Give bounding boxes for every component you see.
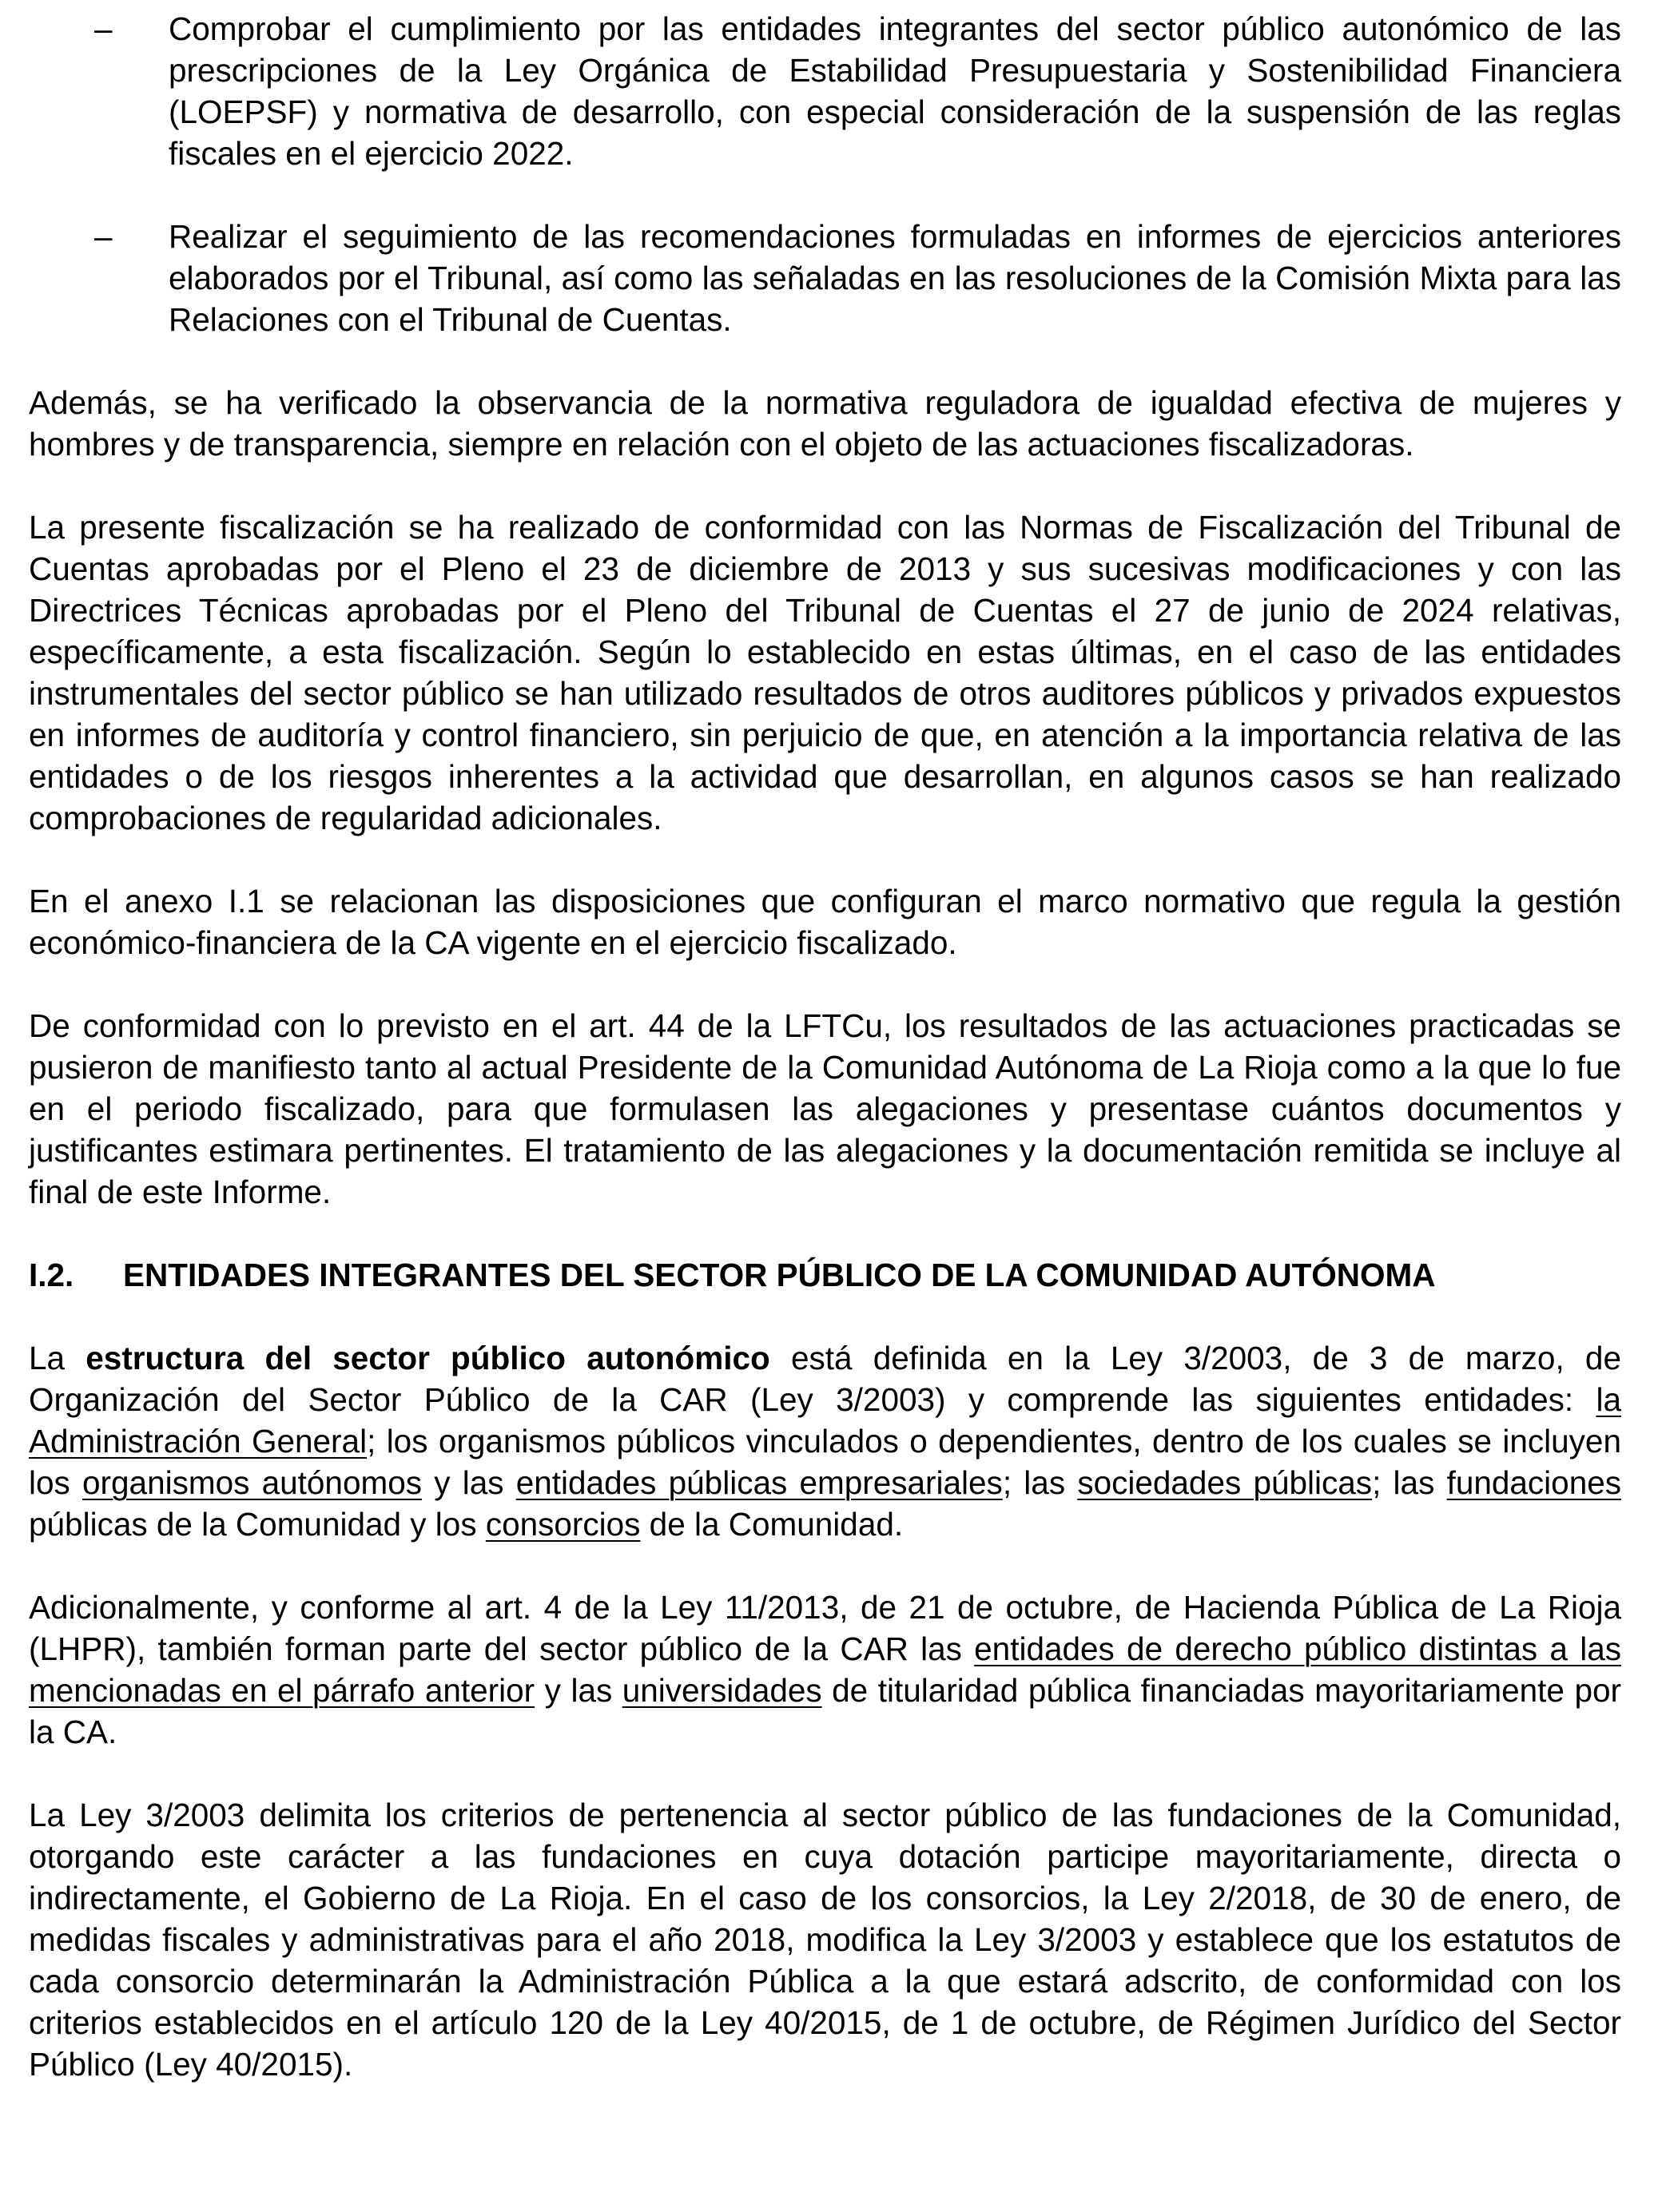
paragraph-foundations: La Ley 3/2003 delimita los criterios de pertenencia al sector público de las fundaciones de la Comunidad, otorgando este carácter a las fundaciones en cuya dotación participe mayoritariamente, directa o indirectamente, el Gobierno de La Rioja. En el caso de los consorcios, la Ley 2/2018, de 30 de enero, de medidas fiscales y administrativas para el año 2018, modifica la Ley 3/2003 y establece que los estatutos de cada consorcio determinarán la Administración Pública a la que estará adscrito, de conformidad con los criterios establecidos en el artículo 120 de la Ley 40/2015, de 1 de octubre, de Régimen Jurídico del Sector Público (Ley 40/2015). (29, 1797, 1621, 2083)
section-number: I.2. (29, 1257, 74, 1293)
list-item-compliance (94, 8, 1621, 174)
underlined-term: entidades de derecho público distintas a las mencionadas en el párrafo anterior (29, 1630, 1621, 1709)
paragraph-structure (29, 1337, 1621, 1545)
text-run: de la Comunidad. (640, 1506, 904, 1543)
paragraph-additional-entities (29, 1587, 1621, 1753)
text-run: ; las (1002, 1464, 1078, 1501)
section-title: ENTIDADES INTEGRANTES DEL SECTOR PÚBLICO DE LA COMUNIDAD AUTÓNOMA (123, 1257, 1436, 1293)
paragraph-annex: En el anexo I.1 se relacionan las disposiciones que configuran el marco normativo que regula la gestión económico-financiera de la CA vigente en el ejercicio fiscalizado. (29, 883, 1621, 961)
list-item-text: Comprobar el cumplimiento por las entidades integrantes del sector público autonómico de las prescripciones de la Ley Orgánica de Estabilidad Presupuestaria y Sostenibilidad Financiera (LOEPSF) y normativa de desarrollo, con especial consideración de la suspensión de las reglas fiscales en el ejercicio 2022. (169, 10, 1621, 172)
paragraph-allegations: De conformidad con lo previsto en el art. 44 de la LFTCu, los resultados de las actuaciones practicadas se pusieron de manifiesto tanto al actual Presidente de la Comunidad Autónoma de La Rioja como a la que lo fue en el periodo fiscalizado, para que formulasen las alegaciones y presentase cuántos documentos y justificantes estimara pertinentes. El tratamiento de las alegaciones y la documentación remitida se incluye al final de este Informe. (29, 1007, 1621, 1210)
text-run: La (29, 1340, 86, 1376)
text-run: ; las (1372, 1464, 1447, 1501)
text-run: ; los organismos públicos vinculados o dependientes, dentro de los cuales se incluyen los (29, 1423, 1621, 1501)
dash-marker: – (94, 218, 113, 255)
list-item-recommendations (94, 216, 1621, 340)
paragraph-standards: La presente fiscalización se ha realizado de conformidad con las Normas de Fiscalización del Tribunal de Cuentas aprobadas por el Pleno el 23 de diciembre de 2013 y sus sucesivas modificaciones y con las Directrices Técnicas aprobadas por el Pleno del Tribunal de Cuentas el 27 de junio de 2024 relativas, específicamente, a esta fiscalización. Según lo establecido en estas últimas, en el caso de las entidades instrumentales del sector público se han utilizado resultados de otros auditores públicos y privados expuestos en informes de auditoría y control financiero, sin perjuicio de que, en atención a la importancia relativa de las entidades o de los riesgos inherentes a la actividad que desarrollan, en algunos casos se han realizado comprobaciones de regularidad adicionales. (29, 509, 1621, 836)
underlined-term: consorcios (485, 1506, 641, 1543)
dash-marker: – (94, 10, 113, 47)
text-run: Adicionalmente, y conforme al art. 4 de la Ley 11/2013, de 21 de octubre, de Hacienda Pública de La Rioja (LHPR), también forman parte del sector público de la CAR las (29, 1589, 1621, 1667)
document-page (29, 8, 1621, 2127)
underlined-term: entidades públicas empresariales (515, 1464, 1003, 1501)
text-run: y las (535, 1672, 622, 1709)
underlined-term: sociedades públicas (1077, 1464, 1373, 1501)
text-run: y las (421, 1464, 516, 1501)
underlined-term: universidades (622, 1672, 822, 1709)
bold-term: estructura del sector público autonómico (85, 1340, 770, 1376)
underlined-term: la Administración General (29, 1381, 1621, 1459)
underlined-term: fundaciones (1446, 1464, 1621, 1501)
section-heading (29, 1254, 1621, 1296)
list-item-text: Realizar el seguimiento de las recomendaciones formuladas en informes de ejercicios anteriores elaborados por el Tribunal, así como las señaladas en las resoluciones de la Comisión Mixta para las Relaciones con el Tribunal de Cuentas. (169, 218, 1621, 338)
text-run: está definida en la Ley 3/2003, de 3 de marzo, de Organización del Sector Público de la CAR (Ley 3/2003) y comprende las siguientes entidades: (29, 1340, 1621, 1418)
underlined-term: organismos autónomos (82, 1464, 422, 1501)
paragraph-equality: Además, se ha verificado la observancia de la normativa reguladora de igualdad efectiva de mujeres y hombres y de transparencia, siempre en relación con el objeto de las actuaciones fiscalizadoras. (29, 384, 1621, 463)
text-run: de titularidad pública financiadas mayoritariamente por la CA. (29, 1672, 1621, 1750)
text-run: públicas de la Comunidad y los (29, 1506, 486, 1543)
